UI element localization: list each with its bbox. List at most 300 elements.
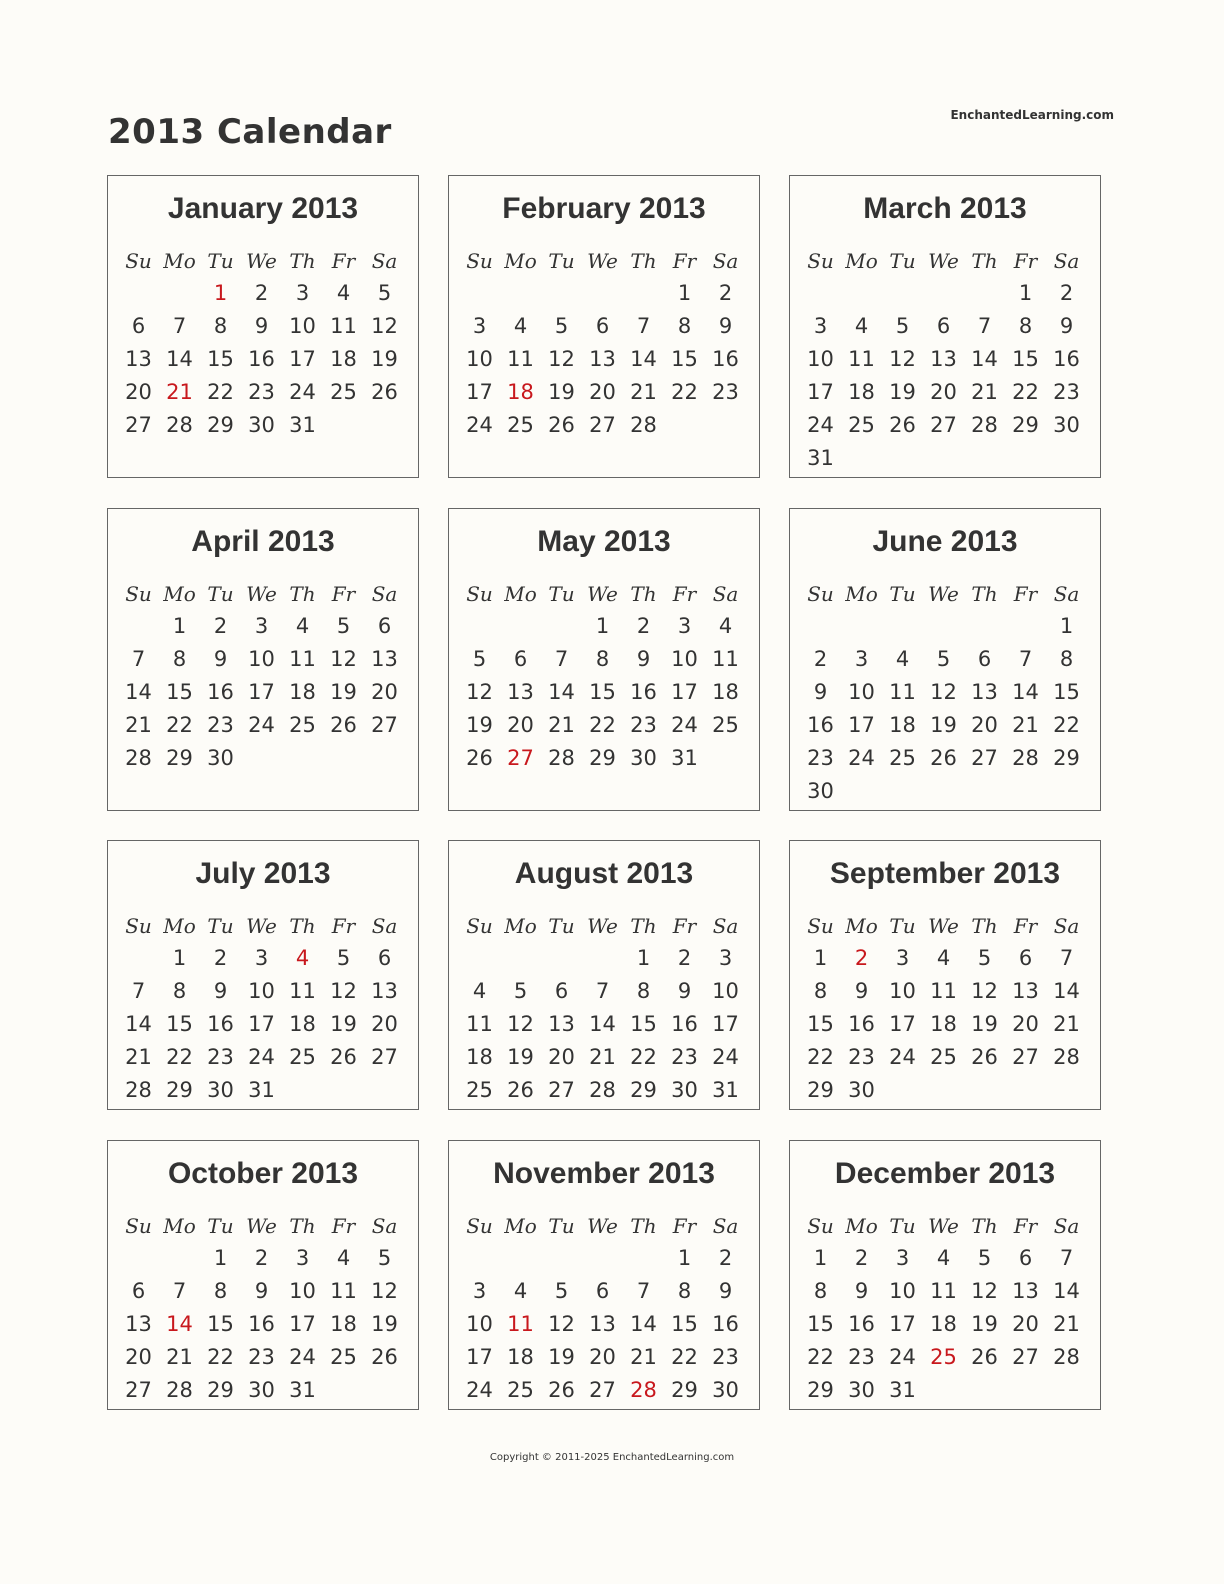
empty-day-cell [323, 1075, 364, 1105]
holiday-date: 21 [166, 380, 193, 404]
weekday-label: We [246, 914, 277, 938]
empty-day-cell [241, 743, 282, 773]
day-number: 10 [889, 979, 916, 1003]
day-number: 29 [1012, 413, 1039, 437]
day-number: 8 [595, 647, 610, 671]
day-number: 25 [507, 1378, 534, 1402]
day-number: 4 [336, 1246, 351, 1270]
week-row [459, 644, 747, 674]
week-row [800, 1009, 1088, 1039]
day-number: 12 [507, 1012, 534, 1036]
day-number: 9 [718, 1279, 733, 1303]
week-row [800, 1375, 1088, 1405]
day-number: 27 [371, 1045, 398, 1069]
week-row [800, 677, 1088, 707]
day-number: 23 [712, 1345, 739, 1369]
weekday-label: Fr [331, 582, 356, 606]
day-number: 6 [936, 314, 951, 338]
day-number: 17 [466, 1345, 493, 1369]
day-number: 12 [548, 1312, 575, 1336]
day-number: 20 [125, 1345, 152, 1369]
day-number: 20 [589, 1345, 616, 1369]
day-number: 30 [248, 1378, 275, 1402]
week-row [800, 443, 1088, 473]
day-number: 11 [930, 1279, 957, 1303]
day-number: 9 [254, 314, 269, 338]
day-number: 6 [1018, 1246, 1033, 1270]
day-number: 25 [712, 713, 739, 737]
empty-day-cell [964, 1375, 1005, 1405]
weekday-label: We [928, 582, 959, 606]
day-number: 25 [930, 1045, 957, 1069]
day-number: 16 [848, 1312, 875, 1336]
month-title: May 2013 [537, 525, 671, 558]
day-number: 13 [1012, 979, 1039, 1003]
day-number: 13 [507, 680, 534, 704]
day-number: 19 [971, 1312, 998, 1336]
weekday-label: Sa [712, 582, 739, 606]
day-number: 3 [813, 314, 828, 338]
day-number: 12 [330, 647, 357, 671]
day-number: 1 [677, 281, 692, 305]
weekday-label: Fr [1013, 582, 1038, 606]
day-number: 16 [248, 347, 275, 371]
day-number: 9 [718, 314, 733, 338]
day-number: 5 [977, 1246, 992, 1270]
empty-day-cell [118, 278, 159, 308]
day-number: 2 [718, 1246, 733, 1270]
month-march [789, 175, 1101, 478]
week-row [800, 743, 1088, 773]
day-number: 7 [172, 1279, 187, 1303]
week-row [800, 1243, 1088, 1273]
day-number: 28 [125, 746, 152, 770]
weekday-label: Su [466, 582, 493, 606]
month-september [789, 840, 1101, 1110]
week-row [459, 1342, 747, 1372]
day-number: 8 [677, 314, 692, 338]
day-number: 21 [1053, 1312, 1080, 1336]
empty-day-cell [118, 943, 159, 973]
day-number: 8 [813, 979, 828, 1003]
day-number: 15 [807, 1312, 834, 1336]
day-number: 18 [712, 680, 739, 704]
weekday-header [459, 579, 747, 609]
month-title: July 2013 [195, 857, 331, 890]
week-row [459, 677, 747, 707]
empty-day-cell [364, 1375, 405, 1405]
day-number: 17 [289, 1312, 316, 1336]
month-april [107, 508, 419, 811]
day-number: 11 [930, 979, 957, 1003]
empty-day-cell [118, 1243, 159, 1273]
day-number: 15 [1053, 680, 1080, 704]
week-row [118, 1243, 406, 1273]
week-row [118, 1342, 406, 1372]
empty-day-cell [923, 611, 964, 641]
day-number: 29 [589, 746, 616, 770]
day-number: 13 [589, 347, 616, 371]
day-number: 5 [336, 946, 351, 970]
day-number: 10 [848, 680, 875, 704]
day-number: 9 [677, 979, 692, 1003]
day-number: 12 [971, 1279, 998, 1303]
weekday-header [800, 579, 1088, 609]
empty-day-cell [923, 278, 964, 308]
day-number: 14 [1012, 680, 1039, 704]
day-number: 5 [936, 647, 951, 671]
day-number: 29 [166, 1078, 193, 1102]
holiday-date: 25 [930, 1345, 957, 1369]
weekday-label: Su [807, 249, 834, 273]
day-number: 29 [207, 413, 234, 437]
day-number: 24 [466, 413, 493, 437]
day-number: 2 [677, 946, 692, 970]
weekday-label: Fr [331, 914, 356, 938]
day-number: 23 [207, 713, 234, 737]
weekday-label: Mo [845, 249, 878, 273]
day-number: 2 [1059, 281, 1074, 305]
day-number: 22 [671, 1345, 698, 1369]
day-number: 4 [936, 1246, 951, 1270]
empty-day-cell [323, 410, 364, 440]
weekday-label: Th [971, 914, 998, 938]
day-number: 16 [1053, 347, 1080, 371]
day-number: 22 [166, 1045, 193, 1069]
weekday-label: Fr [1013, 914, 1038, 938]
weekday-label: Sa [1053, 249, 1080, 273]
day-number: 13 [125, 1312, 152, 1336]
weekday-label: We [246, 249, 277, 273]
weekday-label: Th [971, 249, 998, 273]
holiday-date: 18 [507, 380, 534, 404]
week-row [459, 311, 747, 341]
weekday-label: Th [630, 1214, 657, 1238]
day-number: 3 [854, 647, 869, 671]
day-number: 18 [330, 347, 357, 371]
day-number: 9 [854, 979, 869, 1003]
day-number: 19 [466, 713, 493, 737]
day-number: 9 [1059, 314, 1074, 338]
month-may [448, 508, 760, 811]
weekday-label: Mo [845, 914, 878, 938]
weekday-label: Mo [845, 1214, 878, 1238]
day-number: 10 [289, 1279, 316, 1303]
weekday-label: Fr [672, 582, 697, 606]
day-number: 28 [630, 413, 657, 437]
day-number: 28 [1012, 746, 1039, 770]
month-january [107, 175, 419, 478]
day-number: 16 [207, 680, 234, 704]
day-number: 25 [507, 413, 534, 437]
empty-day-cell [500, 943, 541, 973]
weekday-label: Mo [504, 914, 537, 938]
day-number: 10 [466, 347, 493, 371]
day-number: 16 [671, 1012, 698, 1036]
week-row [800, 311, 1088, 341]
day-number: 13 [371, 647, 398, 671]
empty-day-cell [541, 611, 582, 641]
weekday-label: We [587, 914, 618, 938]
week-row [118, 943, 406, 973]
day-number: 12 [371, 1279, 398, 1303]
day-number: 11 [848, 347, 875, 371]
day-number: 6 [554, 979, 569, 1003]
day-number: 14 [630, 347, 657, 371]
day-number: 4 [718, 614, 733, 638]
day-number: 24 [848, 746, 875, 770]
day-number: 14 [589, 1012, 616, 1036]
empty-day-cell [541, 943, 582, 973]
day-number: 23 [248, 380, 275, 404]
week-row [800, 710, 1088, 740]
empty-day-cell [582, 1243, 623, 1273]
day-number: 1 [813, 1246, 828, 1270]
day-number: 7 [977, 314, 992, 338]
day-number: 14 [971, 347, 998, 371]
day-number: 4 [336, 281, 351, 305]
weekday-label: Sa [712, 249, 739, 273]
week-row [118, 644, 406, 674]
day-number: 30 [671, 1078, 698, 1102]
site-name[interactable]: EnchantedLearning.com [950, 108, 1114, 122]
weekday-label: Tu [548, 914, 575, 938]
weekday-header [800, 1211, 1088, 1241]
weekday-label: We [587, 249, 618, 273]
day-number: 26 [330, 1045, 357, 1069]
day-number: 6 [977, 647, 992, 671]
day-number: 23 [630, 713, 657, 737]
day-number: 3 [254, 614, 269, 638]
day-number: 27 [1012, 1345, 1039, 1369]
holiday-date: 1 [213, 281, 228, 305]
day-number: 26 [548, 1378, 575, 1402]
weekday-label: Fr [331, 249, 356, 273]
day-number: 17 [248, 1012, 275, 1036]
day-number: 4 [854, 314, 869, 338]
day-number: 5 [554, 314, 569, 338]
day-number: 21 [166, 1345, 193, 1369]
day-number: 18 [507, 1345, 534, 1369]
week-row [800, 410, 1088, 440]
day-number: 27 [548, 1078, 575, 1102]
day-number: 6 [513, 647, 528, 671]
week-row [459, 278, 747, 308]
day-number: 23 [848, 1345, 875, 1369]
day-number: 1 [172, 614, 187, 638]
weekday-label: Su [466, 249, 493, 273]
day-number: 19 [548, 380, 575, 404]
day-number: 3 [472, 1279, 487, 1303]
empty-day-cell [964, 1075, 1005, 1105]
day-number: 19 [371, 347, 398, 371]
weekday-header [118, 579, 406, 609]
weekday-label: Fr [672, 249, 697, 273]
month-october [107, 1140, 419, 1410]
day-number: 26 [930, 746, 957, 770]
empty-day-cell [459, 943, 500, 973]
day-number: 3 [295, 1246, 310, 1270]
day-number: 9 [636, 647, 651, 671]
day-number: 30 [207, 1078, 234, 1102]
day-number: 28 [125, 1078, 152, 1102]
day-number: 29 [207, 1378, 234, 1402]
holiday-date: 27 [507, 746, 534, 770]
day-number: 5 [472, 647, 487, 671]
day-number: 9 [813, 680, 828, 704]
empty-day-cell [882, 443, 923, 473]
day-number: 25 [848, 413, 875, 437]
day-number: 12 [371, 314, 398, 338]
page-title: 2013 Calendar [108, 112, 392, 152]
day-number: 13 [125, 347, 152, 371]
weekday-label: Su [807, 1214, 834, 1238]
day-number: 6 [1018, 946, 1033, 970]
empty-day-cell [841, 776, 882, 806]
day-number: 20 [371, 1012, 398, 1036]
week-row [118, 344, 406, 374]
day-number: 26 [371, 380, 398, 404]
week-row [459, 1075, 747, 1105]
day-number: 15 [207, 1312, 234, 1336]
day-number: 30 [207, 746, 234, 770]
weekday-label: Mo [504, 249, 537, 273]
day-number: 21 [125, 713, 152, 737]
empty-day-cell [1046, 776, 1087, 806]
day-number: 31 [807, 446, 834, 470]
day-number: 10 [289, 314, 316, 338]
day-number: 28 [1053, 1345, 1080, 1369]
day-number: 3 [895, 1246, 910, 1270]
day-number: 6 [131, 1279, 146, 1303]
day-number: 30 [1053, 413, 1080, 437]
day-number: 27 [971, 746, 998, 770]
empty-day-cell [705, 743, 746, 773]
day-number: 30 [807, 779, 834, 803]
day-number: 19 [971, 1012, 998, 1036]
day-number: 27 [125, 413, 152, 437]
week-row [459, 943, 747, 973]
week-row [118, 1042, 406, 1072]
weekday-label: Sa [371, 914, 398, 938]
day-number: 12 [330, 979, 357, 1003]
day-number: 11 [466, 1012, 493, 1036]
weekday-label: Tu [889, 1214, 916, 1238]
day-number: 7 [172, 314, 187, 338]
day-number: 29 [630, 1078, 657, 1102]
day-number: 13 [1012, 1279, 1039, 1303]
day-number: 6 [377, 946, 392, 970]
day-number: 15 [589, 680, 616, 704]
day-number: 3 [718, 946, 733, 970]
day-number: 17 [889, 1012, 916, 1036]
day-number: 7 [131, 979, 146, 1003]
day-number: 8 [172, 647, 187, 671]
week-row [118, 311, 406, 341]
day-number: 2 [254, 281, 269, 305]
day-number: 25 [889, 746, 916, 770]
weekday-label: We [246, 1214, 277, 1238]
day-number: 24 [248, 713, 275, 737]
empty-day-cell [1005, 611, 1046, 641]
weekday-header [118, 246, 406, 276]
weekday-header [459, 911, 747, 941]
day-number: 27 [589, 1378, 616, 1402]
day-number: 18 [289, 1012, 316, 1036]
day-number: 14 [166, 347, 193, 371]
day-number: 22 [1053, 713, 1080, 737]
day-number: 11 [330, 1279, 357, 1303]
day-number: 8 [813, 1279, 828, 1303]
day-number: 21 [1053, 1012, 1080, 1036]
month-august [448, 840, 760, 1110]
weekday-label: We [928, 249, 959, 273]
weekday-label: Mo [504, 582, 537, 606]
month-title: June 2013 [872, 525, 1018, 558]
day-number: 8 [636, 979, 651, 1003]
empty-day-cell [323, 1375, 364, 1405]
day-number: 1 [1018, 281, 1033, 305]
day-number: 19 [371, 1312, 398, 1336]
day-number: 30 [848, 1078, 875, 1102]
day-number: 31 [248, 1078, 275, 1102]
day-number: 24 [671, 713, 698, 737]
weekday-label: Mo [163, 914, 196, 938]
empty-day-cell [923, 1375, 964, 1405]
week-row [118, 710, 406, 740]
day-number: 17 [712, 1012, 739, 1036]
day-number: 24 [712, 1045, 739, 1069]
week-row [118, 743, 406, 773]
day-number: 31 [671, 746, 698, 770]
day-number: 21 [630, 380, 657, 404]
day-number: 1 [677, 1246, 692, 1270]
day-number: 22 [1012, 380, 1039, 404]
empty-day-cell [623, 1243, 664, 1273]
weekday-header [459, 1211, 747, 1241]
weekday-header [800, 246, 1088, 276]
month-title: November 2013 [493, 1157, 715, 1190]
month-title: October 2013 [167, 1157, 359, 1190]
day-number: 15 [807, 1012, 834, 1036]
day-number: 27 [125, 1378, 152, 1402]
day-number: 29 [166, 746, 193, 770]
day-number: 21 [1012, 713, 1039, 737]
empty-day-cell [882, 611, 923, 641]
day-number: 12 [466, 680, 493, 704]
week-row [459, 976, 747, 1006]
day-number: 3 [895, 946, 910, 970]
weekday-label: Th [630, 914, 657, 938]
day-number: 8 [213, 314, 228, 338]
day-number: 7 [131, 647, 146, 671]
day-number: 26 [971, 1045, 998, 1069]
empty-day-cell [964, 776, 1005, 806]
day-number: 23 [671, 1045, 698, 1069]
day-number: 31 [889, 1378, 916, 1402]
day-number: 13 [548, 1012, 575, 1036]
day-number: 2 [636, 614, 651, 638]
day-number: 9 [213, 647, 228, 671]
week-row [800, 278, 1088, 308]
day-number: 4 [513, 314, 528, 338]
day-number: 22 [207, 380, 234, 404]
week-row [459, 611, 747, 641]
day-number: 31 [712, 1078, 739, 1102]
empty-day-cell [582, 943, 623, 973]
weekday-label: Fr [1013, 1214, 1038, 1238]
day-number: 23 [807, 746, 834, 770]
